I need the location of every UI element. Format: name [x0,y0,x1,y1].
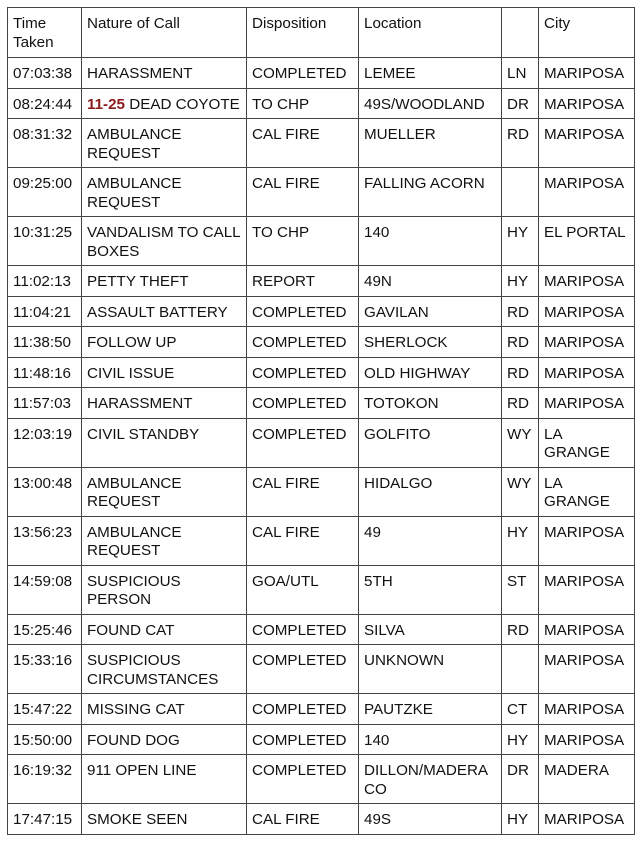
cell-disposition: COMPLETED [247,327,359,358]
cell-location: OLD HIGHWAY [359,357,502,388]
cell-time: 08:24:44 [8,88,82,119]
cell-location: DILLON/MADERA CO [359,755,502,804]
cell-time: 13:56:23 [8,516,82,565]
cell-nature: AMBULANCE REQUEST [82,119,247,168]
cell-nature: FOLLOW UP [82,327,247,358]
cell-disposition: CAL FIRE [247,119,359,168]
cell-location: 49S/WOODLAND [359,88,502,119]
cell-location: GAVILAN [359,296,502,327]
cell-nature: CIVIL ISSUE [82,357,247,388]
cell-disposition: CAL FIRE [247,804,359,835]
cell-suffix: LN [502,58,539,89]
cell-nature: SUSPICIOUS PERSON [82,565,247,614]
table-row [8,694,635,725]
col-header-nature: Nature of Call [82,8,247,58]
cell-time: 11:04:21 [8,296,82,327]
table-row [8,357,635,388]
table-row [8,388,635,419]
cell-time: 12:03:19 [8,418,82,467]
cell-disposition: COMPLETED [247,388,359,419]
cell-disposition: COMPLETED [247,645,359,694]
cell-disposition: COMPLETED [247,755,359,804]
cell-suffix: RD [502,614,539,645]
cell-suffix: ST [502,565,539,614]
table-row [8,755,635,804]
cell-disposition: COMPLETED [247,357,359,388]
cell-time: 11:02:13 [8,266,82,297]
cell-city: MARIPOSA [539,266,635,297]
call-code: 11-25 [87,95,126,113]
cell-time: 16:19:32 [8,755,82,804]
table-row [8,804,635,835]
cell-suffix: HY [502,516,539,565]
cell-city: MARIPOSA [539,804,635,835]
cell-time: 10:31:25 [8,217,82,266]
cell-location: 49S [359,804,502,835]
nature-text: DEAD COYOTE [125,95,240,113]
cell-city: MARIPOSA [539,58,635,89]
col-header-suffix [502,8,539,58]
cell-suffix [502,645,539,694]
cell-suffix: RD [502,119,539,168]
cell-location: 49N [359,266,502,297]
cell-nature: SMOKE SEEN [82,804,247,835]
cell-suffix: HY [502,804,539,835]
cell-city: MARIPOSA [539,88,635,119]
table-row [8,418,635,467]
cell-time: 13:00:48 [8,467,82,516]
cell-city: MARIPOSA [539,388,635,419]
cell-disposition: TO CHP [247,217,359,266]
cell-location: SILVA [359,614,502,645]
cell-city: MARIPOSA [539,614,635,645]
header-row [8,8,635,58]
cell-disposition: COMPLETED [247,58,359,89]
cell-city: MARIPOSA [539,694,635,725]
cell-suffix: HY [502,724,539,755]
cell-location: 140 [359,724,502,755]
cell-location: 5TH [359,565,502,614]
cell-disposition: CAL FIRE [247,516,359,565]
cell-nature: AMBULANCE REQUEST [82,168,247,217]
cell-location: LEMEE [359,58,502,89]
cell-nature: VANDALISM TO CALL BOXES [82,217,247,266]
cell-disposition: CAL FIRE [247,467,359,516]
cell-disposition: REPORT [247,266,359,297]
col-header-city: City [539,8,635,58]
cell-city: MARIPOSA [539,357,635,388]
cell-disposition: TO CHP [247,88,359,119]
cell-suffix [502,168,539,217]
table-row [8,296,635,327]
cell-time: 15:25:46 [8,614,82,645]
cell-time: 15:50:00 [8,724,82,755]
cell-suffix: CT [502,694,539,725]
cell-suffix: RD [502,388,539,419]
cell-time: 15:33:16 [8,645,82,694]
cell-time: 07:03:38 [8,58,82,89]
cell-location: SHERLOCK [359,327,502,358]
table-row [8,327,635,358]
cell-city: EL PORTAL [539,217,635,266]
table-row [8,467,635,516]
cell-location: TOTOKON [359,388,502,419]
cell-nature: AMBULANCE REQUEST [82,467,247,516]
cell-disposition: COMPLETED [247,296,359,327]
cell-disposition: COMPLETED [247,724,359,755]
cell-nature: FOUND CAT [82,614,247,645]
cell-location: FALLING ACORN [359,168,502,217]
cell-location: MUELLER [359,119,502,168]
cell-location: HIDALGO [359,467,502,516]
cell-time: 08:31:32 [8,119,82,168]
col-header-time: Time Taken [8,8,82,58]
cell-nature: AMBULANCE REQUEST [82,516,247,565]
cell-nature: 911 OPEN LINE [82,755,247,804]
table-row [8,516,635,565]
cell-time: 17:47:15 [8,804,82,835]
cell-nature: ASSAULT BATTERY [82,296,247,327]
cell-time: 11:38:50 [8,327,82,358]
table-row [8,119,635,168]
cell-suffix: HY [502,266,539,297]
cell-disposition: GOA/UTL [247,565,359,614]
cell-disposition: CAL FIRE [247,168,359,217]
cell-city: MARIPOSA [539,119,635,168]
table-row [8,88,635,119]
cell-suffix: WY [502,418,539,467]
table-row [8,645,635,694]
cell-nature [82,88,247,119]
table-row [8,58,635,89]
table-row [8,724,635,755]
cell-city: MARIPOSA [539,168,635,217]
cell-location: PAUTZKE [359,694,502,725]
cell-suffix: RD [502,357,539,388]
cell-city: LA GRANGE [539,418,635,467]
cell-time: 11:48:16 [8,357,82,388]
cell-city: MARIPOSA [539,724,635,755]
cell-nature: HARASSMENT [82,58,247,89]
col-header-location: Location [359,8,502,58]
cell-time: 09:25:00 [8,168,82,217]
cell-nature: HARASSMENT [82,388,247,419]
cell-nature: MISSING CAT [82,694,247,725]
cell-time: 15:47:22 [8,694,82,725]
cell-city: MARIPOSA [539,565,635,614]
cell-time: 11:57:03 [8,388,82,419]
cell-suffix: DR [502,88,539,119]
cell-location: 49 [359,516,502,565]
cell-city: MARIPOSA [539,516,635,565]
cell-city: MADERA [539,755,635,804]
table-row [8,217,635,266]
table-row [8,565,635,614]
cell-location: GOLFITO [359,418,502,467]
col-header-disposition: Disposition [247,8,359,58]
table-body [8,58,635,835]
cell-nature: FOUND DOG [82,724,247,755]
cell-disposition: COMPLETED [247,694,359,725]
cell-time: 14:59:08 [8,565,82,614]
cell-location: 140 [359,217,502,266]
cell-nature: CIVIL STANDBY [82,418,247,467]
table-row [8,266,635,297]
cell-nature: PETTY THEFT [82,266,247,297]
cell-city: LA GRANGE [539,467,635,516]
cell-nature: SUSPICIOUS CIRCUMSTANCES [82,645,247,694]
cell-location: UNKNOWN [359,645,502,694]
cell-suffix: HY [502,217,539,266]
cell-disposition: COMPLETED [247,614,359,645]
cell-disposition: COMPLETED [247,418,359,467]
cell-suffix: WY [502,467,539,516]
call-log-table [7,7,635,835]
cell-suffix: RD [502,296,539,327]
table-row [8,168,635,217]
cell-city: MARIPOSA [539,296,635,327]
table-row [8,614,635,645]
cell-suffix: RD [502,327,539,358]
cell-suffix: DR [502,755,539,804]
cell-city: MARIPOSA [539,327,635,358]
cell-city: MARIPOSA [539,645,635,694]
